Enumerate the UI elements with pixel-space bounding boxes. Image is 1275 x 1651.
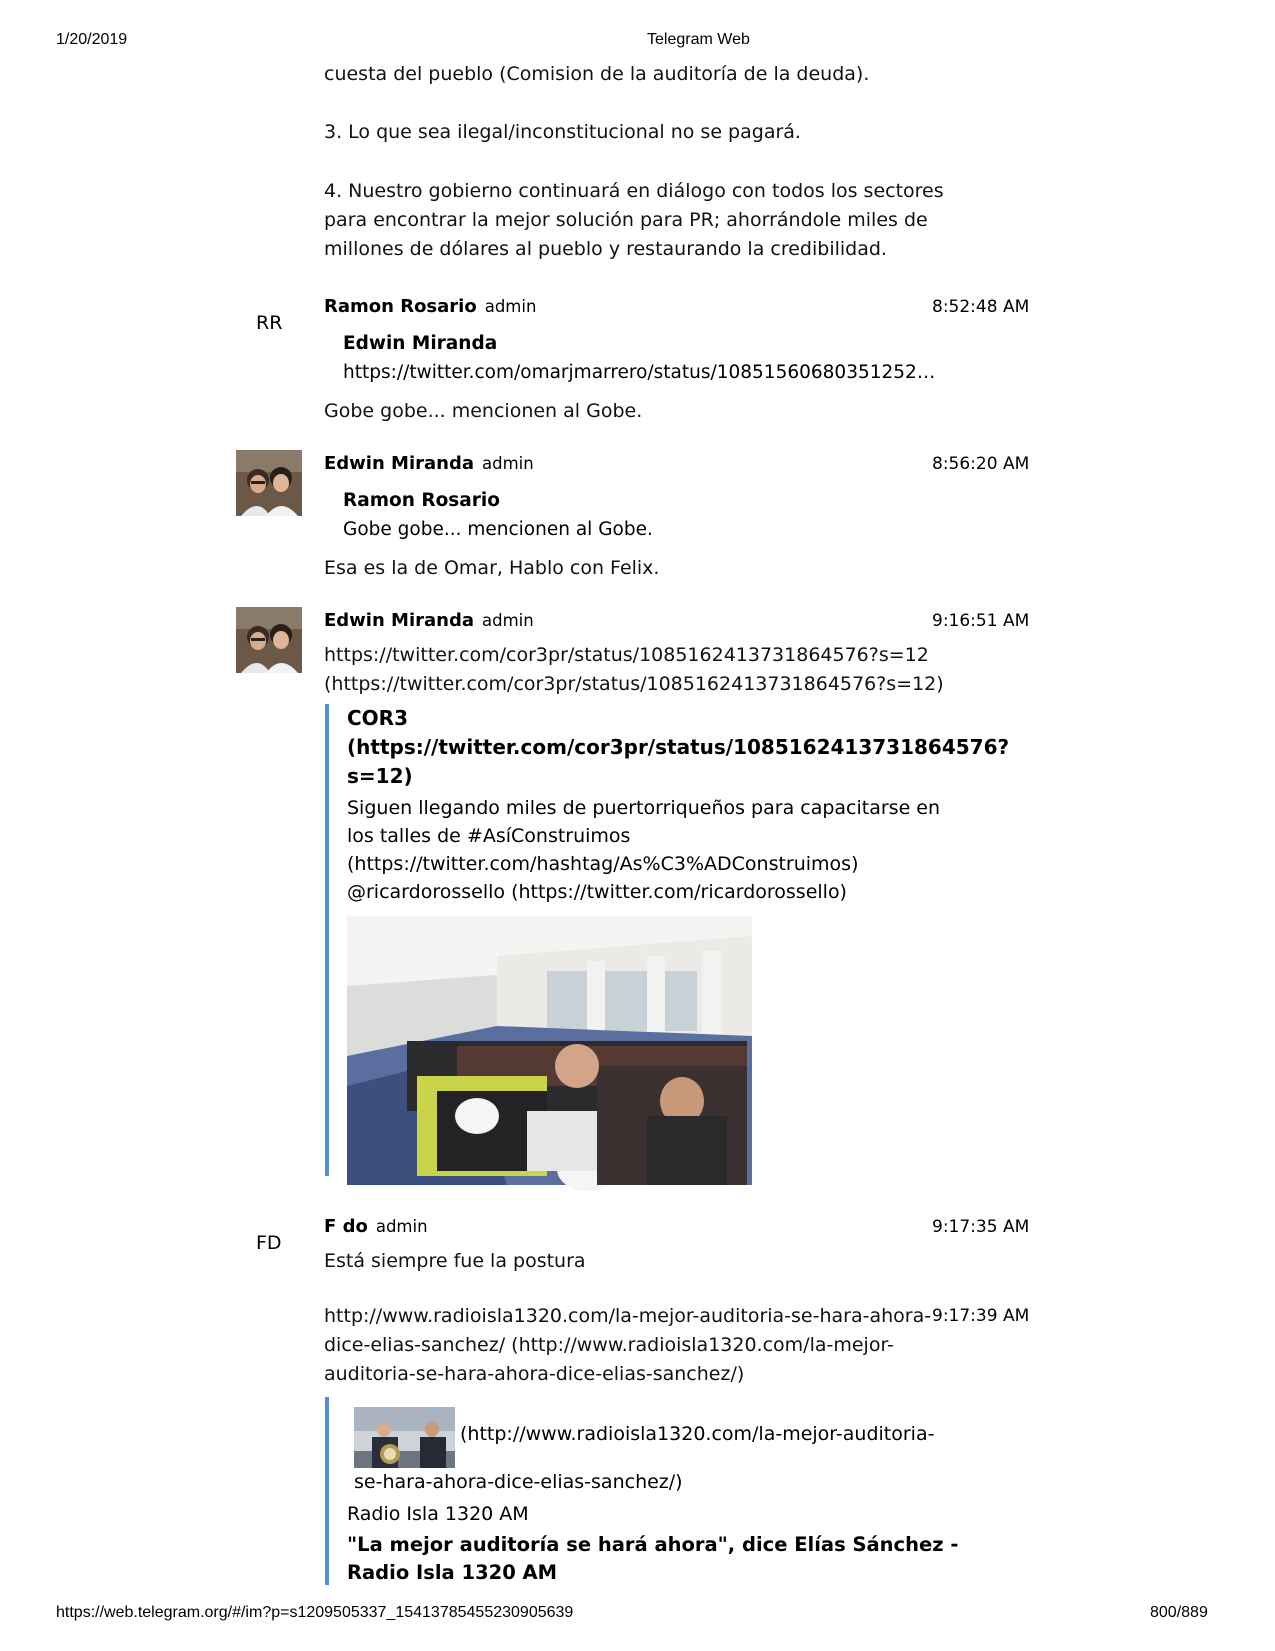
sender-name[interactable]: Ramon Rosario (324, 296, 477, 317)
reply-quote[interactable] (343, 486, 653, 544)
preview-thumbnail[interactable] (354, 1407, 455, 1468)
message-sender[interactable] (324, 1216, 428, 1237)
message-text-line: millones de dólares al pueblo y restaurando la credibilidad. (324, 238, 887, 260)
sender-role: admin (482, 454, 534, 473)
avatar-initials: RR (256, 312, 283, 334)
avatar[interactable] (236, 450, 302, 516)
preview-bar (325, 704, 329, 1176)
message-time: 8:52:48 AM (932, 297, 1030, 317)
print-date: 1/20/2019 (56, 31, 128, 48)
message-link[interactable]: dice-elias-sanchez/ (http://www.radioisla1320.com/la-mejor- (324, 1334, 894, 1356)
preview-title[interactable]: "La mejor auditoría se hará ahora", dice Elías Sánchez - (347, 1533, 959, 1556)
sender-role: admin (482, 611, 534, 630)
message-link[interactable]: http://www.radioisla1320.com/la-mejor-auditoria-se-hara-ahora- (324, 1305, 932, 1327)
page-number: 800/889 (1150, 1604, 1208, 1621)
sender-name[interactable]: F do (324, 1216, 368, 1237)
message-text-line: para encontrar la mejor solución para PR; ahorrándole miles de (324, 209, 928, 231)
message-text: Gobe gobe... mencionen al Gobe. (324, 400, 643, 422)
message-time: 9:17:35 AM (932, 1217, 1030, 1237)
preview-text[interactable]: @ricardorossello (https://twitter.com/ricardorossello) (347, 881, 847, 903)
message-link[interactable]: https://twitter.com/cor3pr/status/1085162413731864576?s=12 (324, 644, 929, 666)
message-text-line: 4. Nuestro gobierno continuará en diálogo con todos los sectores (324, 180, 944, 202)
preview-text[interactable]: los talles de #AsíConstruimos (347, 825, 631, 847)
reply-text: https://twitter.com/omarjmarrero/status/10851560680351252… (343, 362, 936, 383)
preview-title[interactable]: s=12) (347, 764, 413, 788)
message-link[interactable]: auditoria-se-hara-ahora-dice-elias-sanchez/) (324, 1363, 745, 1385)
message-sender[interactable] (324, 296, 536, 317)
sender-role: admin (484, 297, 537, 316)
message-text-line: 3. Lo que sea ilegal/inconstitucional no se pagará. (324, 121, 801, 143)
message-time: 8:56:20 AM (932, 454, 1030, 474)
reply-quote[interactable] (343, 329, 935, 387)
sender-name[interactable]: Edwin Miranda (324, 453, 475, 474)
preview-link[interactable]: se-hara-ahora-dice-elias-sanchez/) (354, 1471, 683, 1493)
preview-text: Siguen llegando miles de puertorriqueños para capacitarse en (347, 797, 941, 819)
message-text: Esa es la de Omar, Hablo con Felix. (324, 557, 660, 579)
reply-text: Gobe gobe... mencionen al Gobe. (343, 519, 653, 540)
sender-role: admin (375, 1217, 428, 1236)
page-url: https://web.telegram.org/#/im?p=s1209505337_15413785455230905639 (56, 1604, 574, 1621)
preview-title[interactable]: Radio Isla 1320 AM (347, 1561, 558, 1584)
sender-name[interactable]: Edwin Miranda (324, 610, 475, 631)
message-text: Está siempre fue la postura (324, 1250, 586, 1272)
preview-link[interactable]: (http://www.radioisla1320.com/la-mejor-auditoria- (460, 1423, 935, 1445)
preview-title[interactable]: COR3 (347, 706, 408, 730)
message-link[interactable]: (https://twitter.com/cor3pr/status/1085162413731864576?s=12) (324, 673, 944, 695)
message-sender[interactable] (324, 610, 534, 631)
page-title: Telegram Web (647, 31, 750, 48)
avatar[interactable] (236, 607, 302, 673)
avatar-initials: FD (256, 1232, 282, 1254)
preview-title[interactable]: (https://twitter.com/cor3pr/status/1085162413731864576? (347, 735, 1010, 759)
preview-text[interactable]: (https://twitter.com/hashtag/As%C3%ADConstruimos) (347, 853, 859, 875)
preview-photo[interactable] (347, 916, 752, 1185)
reply-sender-name: Ramon Rosario (343, 490, 500, 511)
message-sender[interactable] (324, 453, 534, 474)
message-text-line: cuesta del pueblo (Comision de la auditoría de la deuda). (324, 63, 870, 85)
message-time: 9:17:39 AM (932, 1306, 1030, 1326)
reply-sender-name: Edwin Miranda (343, 333, 498, 354)
preview-bar (325, 1397, 329, 1585)
message-time: 9:16:51 AM (932, 611, 1030, 631)
preview-site: Radio Isla 1320 AM (347, 1503, 529, 1525)
